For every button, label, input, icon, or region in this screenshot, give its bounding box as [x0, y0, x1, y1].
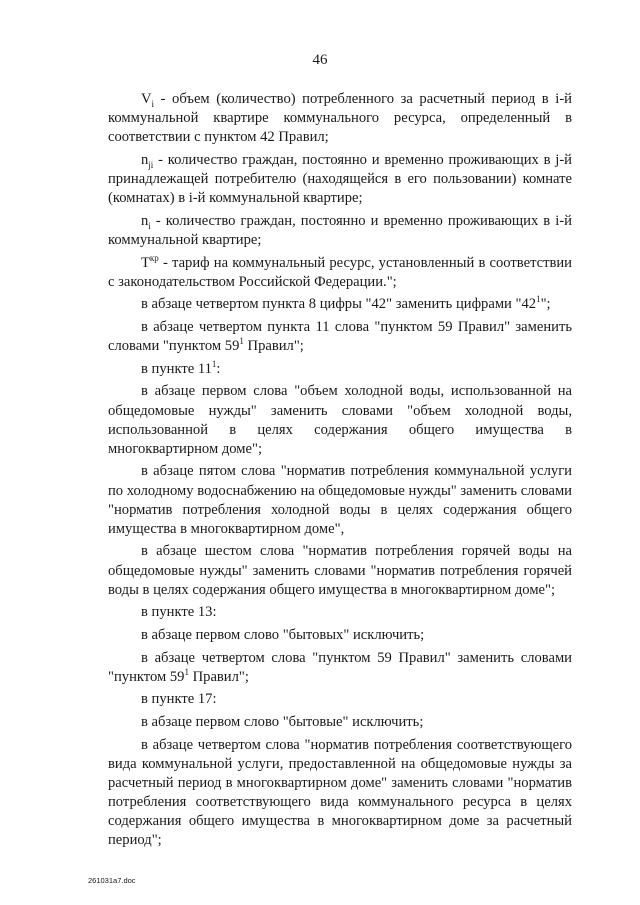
paragraph	[108, 690, 572, 709]
paragraph	[108, 318, 572, 356]
page-number: 46	[312, 52, 328, 68]
paragraph-text: в абзаце пятом слова "норматив потребления коммунальной услуги по холодному водоснабжению на общедомовые нужды" заменить словами "норматив потребления холодной воды в целях содержания общего имущества в многоквартирном доме",	[108, 463, 572, 537]
symbol-subscript: i	[148, 220, 151, 231]
paragraph-tail: Правил";	[188, 668, 249, 685]
paragraph	[108, 90, 572, 147]
paragraph-tail: Правил";	[243, 338, 304, 355]
superscript: 1	[184, 666, 189, 677]
symbol-superscript: кр	[149, 252, 159, 263]
paragraph	[108, 736, 572, 851]
paragraph-text: - тариф на коммунальный ресурс, установленный в соответствии с законодательством Российской Федерации.";	[108, 254, 572, 290]
document-body	[108, 90, 572, 854]
paragraph	[108, 626, 572, 645]
document-footer-filename: 261031a7.doc	[88, 876, 136, 885]
paragraph-text: - количество граждан, постоянно и временно проживающих в i-й коммунальной квартире;	[108, 212, 572, 248]
superscript: 1	[239, 336, 244, 347]
paragraph	[108, 603, 572, 622]
paragraph	[108, 462, 572, 538]
paragraph	[108, 295, 572, 314]
paragraph-text: в абзаце первом слова "объем холодной воды, использованной на общедомовые нужды" заменить словами "объем холодной воды, использованной в целях содержания общего имущества в многоквартирном доме";	[108, 383, 572, 457]
paragraph-text: в абзаце шестом слова "норматив потребления горячей воды на общедомовые нужды" заменить словами "норматив потребления горячей воды в целях содержания общего имущества в многоквартирном доме";	[108, 543, 572, 598]
paragraph	[108, 254, 572, 292]
symbol: n	[141, 151, 149, 168]
paragraph-text: в абзаце первом слово "бытовых" исключить;	[141, 626, 425, 643]
paragraph-text: в абзаце четвертом пункта 11 слова "пунктом 59 Правил" заменить словами "пунктом 59	[108, 319, 572, 355]
paragraph-text: в абзаце четвертом слова "норматив потребления соответствующего вида коммунальной услуги, предоставленной на общедомовые нужды за расчетный период в многоквартирном доме" заменить словами "норматив потребления соответствующего вида коммунального ресурса в целях содержания общего имущества в многоквартирном доме за расчетный период";	[108, 736, 572, 849]
paragraph	[108, 151, 572, 208]
paragraph-tail: :	[216, 360, 221, 377]
paragraph-text: в пункте 17:	[141, 691, 217, 708]
paragraph	[108, 212, 572, 250]
paragraph	[108, 649, 572, 687]
paragraph-text: - объем (количество) потребленного за расчетный период в i-й коммунальной квартире коммунального ресурса, определенный в соответствии с пунктом 42 Правил;	[108, 91, 572, 146]
paragraph	[108, 360, 572, 379]
paragraph	[108, 713, 572, 732]
paragraph-tail: ";	[540, 296, 551, 313]
paragraph-text: в пункте 11	[141, 360, 212, 377]
paragraph-text: в абзаце первом слово "бытовые" исключить;	[141, 714, 424, 731]
paragraph-text: - количество граждан, постоянно и временно проживающих в j-й принадлежащей потребителю (находящейся в его пользовании) комнате (комнатах) в i-й коммунальной квартире;	[108, 151, 572, 207]
paragraph	[108, 542, 572, 599]
symbol-subscript: ji	[148, 159, 154, 170]
symbol: V	[141, 91, 152, 107]
superscript: 1	[211, 358, 217, 369]
paragraph-text: в пункте 13:	[141, 604, 217, 621]
paragraph	[108, 382, 572, 458]
symbol: T	[141, 254, 150, 271]
symbol-subscript: i	[151, 98, 155, 109]
paragraph-text: в абзаце четвертом слова "пунктом 59 Правил" заменить словами "пунктом 59	[108, 649, 572, 685]
superscript: 1	[536, 294, 541, 305]
paragraph-text: в абзаце четвертом пункта 8 цифры "42" заменить цифрами "42	[141, 296, 537, 313]
symbol: n	[141, 212, 149, 229]
